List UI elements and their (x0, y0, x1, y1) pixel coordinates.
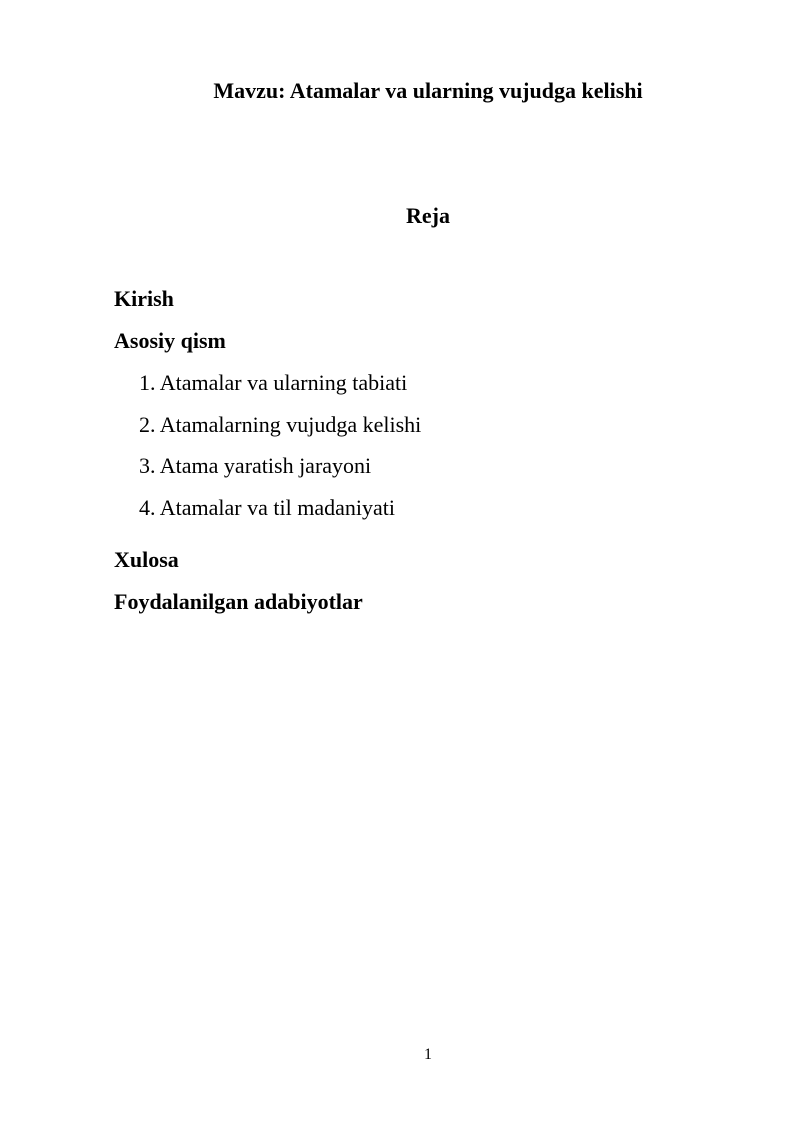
section-references: Foydalanilgan adabiyotlar (114, 589, 363, 614)
page-number: 1 (424, 1046, 432, 1063)
list-item: 1. Atamalar va ularning tabiati (139, 370, 408, 395)
plan-heading: Reja (406, 203, 450, 228)
list-item: 4. Atamalar va til madaniyati (139, 495, 395, 520)
topic-title: Mavzu: Atamalar va ularning vujudga kelishi (213, 78, 643, 103)
list-item: 2. Atamalarning vujudga kelishi (139, 412, 422, 437)
list-item: 3. Atama yaratish jarayoni (139, 453, 372, 478)
section-main-part: Asosiy qism (114, 328, 226, 353)
section-introduction: Kirish (114, 286, 174, 311)
section-conclusion: Xulosa (114, 547, 179, 572)
